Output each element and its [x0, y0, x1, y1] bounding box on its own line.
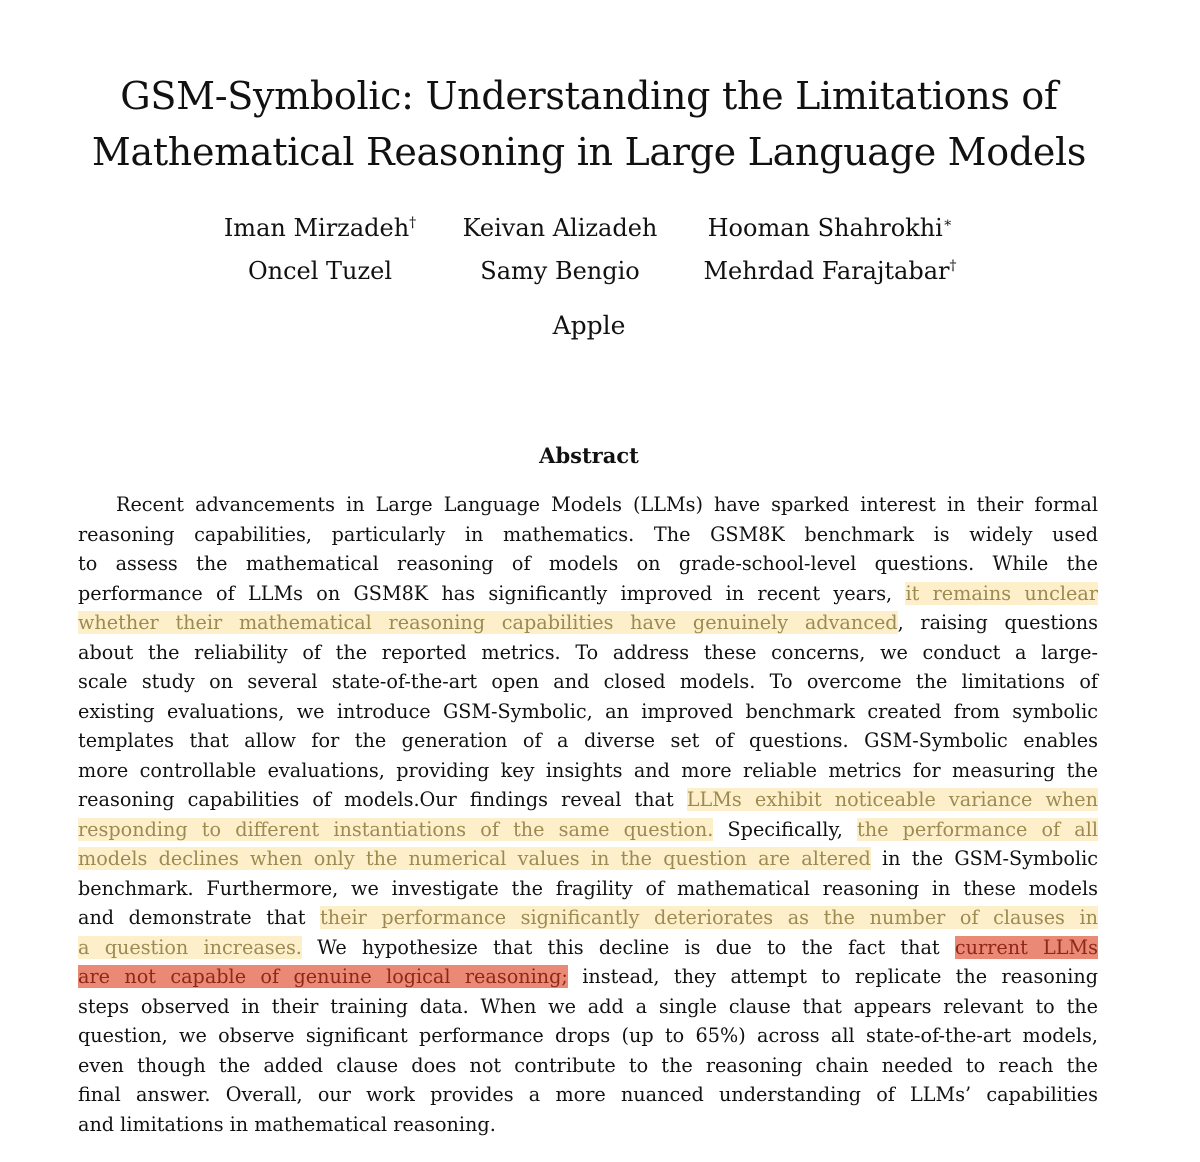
- abstract-line: [78, 667, 1098, 697]
- abstract-text: and limitations in mathematical reasoning.: [78, 1112, 496, 1136]
- abstract-text: performance of LLMs on GSM8K has significantly improved in recent years,: [78, 581, 906, 605]
- abstract-text: to assess the mathematical reasoning of models on grade-school-level questions. While the: [78, 552, 1098, 575]
- abstract-body: [78, 490, 1098, 1139]
- abstract-text: final answer. Overall, our work provides a more nuanced understanding of LLMs’ capabilities: [78, 1083, 1098, 1106]
- abstract-text: existing evaluations, we introduce GSM-Symbolic, an improved benchmark created from symbolic: [78, 699, 1098, 723]
- abstract-text: about the reliability of the reported metrics. To address these concerns, we conduct a large-: [78, 640, 1098, 664]
- author: Keivan Alizadeh: [462, 214, 658, 242]
- abstract-text: We hypothesize that this decline is due to the fact that: [301, 935, 955, 959]
- abstract-line: [78, 874, 1098, 904]
- author-list: [200, 204, 980, 290]
- abstract-line: [78, 962, 1098, 992]
- abstract-line: [78, 608, 1098, 638]
- highlight-yellow: it remains unclear: [905, 581, 1098, 605]
- abstract-text: benchmark. Furthermore, we investigate the fragility of mathematical reasoning in these models: [78, 876, 1098, 900]
- abstract-text: more controllable evaluations, providing key insights and more reliable metrics for measuring the: [78, 758, 1098, 782]
- abstract-text: Specifically,: [713, 817, 857, 841]
- abstract-text: reasoning capabilities of models.Our findings reveal that: [78, 788, 687, 811]
- abstract-line: [78, 579, 1098, 609]
- highlight-yellow: LLMs exhibit noticeable variance when: [686, 788, 1098, 811]
- paper-title: [0, 68, 1178, 180]
- abstract-text: and demonstrate that: [78, 906, 321, 929]
- abstract-line: [78, 638, 1098, 668]
- abstract-line: [78, 1051, 1098, 1081]
- author: Hooman Shahrokhi∗: [707, 214, 953, 242]
- highlight-yellow: a question increases.: [78, 935, 302, 959]
- abstract-line: [78, 490, 1098, 520]
- affiliation: Apple: [552, 311, 626, 340]
- abstract-line: [78, 726, 1098, 756]
- abstract-line: [78, 815, 1098, 845]
- title-line-2: Mathematical Reasoning in Large Language Models: [91, 130, 1087, 174]
- highlight-red: are not capable of genuine logical reasoning;: [78, 965, 568, 988]
- abstract-line: [78, 903, 1098, 933]
- author: Samy Bengio: [480, 257, 640, 285]
- abstract-text: question, we observe significant performance drops (up to 65%) across all state-of-the-art models,: [78, 1024, 1098, 1047]
- abstract-text: scale study on several state-of-the-art open and closed models. To overcome the limitations of: [78, 670, 1098, 693]
- abstract-line: [78, 1080, 1098, 1110]
- abstract-text: templates that allow for the generation of a diverse set of questions. GSM-Symbolic enables: [78, 729, 1098, 752]
- author: Oncel Tuzel: [247, 257, 393, 285]
- highlight-red: current LLMs: [954, 935, 1099, 959]
- highlight-yellow: whether their mathematical reasoning capabilities have genuinely advanced: [78, 611, 898, 634]
- abstract-line: [78, 756, 1098, 786]
- highlight-yellow: their performance significantly deteriorates as the number of clauses in: [320, 906, 1098, 929]
- abstract-line: [78, 844, 1098, 874]
- abstract-text: , raising questions: [897, 611, 1098, 634]
- title-line-1: GSM-Symbolic: Understanding the Limitations of: [120, 74, 1058, 118]
- highlight-yellow: responding to different instantiations of the same question.: [78, 817, 714, 841]
- abstract-text: steps observed in their training data. When we add a single clause that appears relevant to the: [78, 994, 1098, 1018]
- abstract-line: [78, 933, 1098, 963]
- abstract-line: [78, 1021, 1098, 1051]
- abstract-text: instead, they attempt to replicate the reasoning: [567, 965, 1098, 988]
- highlight-yellow: the performance of all: [857, 817, 1098, 841]
- author: Mehrdad Farajtabar†: [703, 257, 957, 285]
- author: Iman Mirzadeh†: [223, 214, 417, 242]
- abstract-line: [78, 520, 1098, 550]
- abstract-line: [78, 785, 1098, 815]
- abstract-text: Recent advancements in Large Language Models (LLMs) have sparked interest in their formal: [116, 493, 1098, 516]
- abstract-text: in the GSM-Symbolic: [870, 847, 1098, 870]
- abstract-line: [78, 697, 1098, 727]
- abstract-text: even though the added clause does not contribute to the reasoning chain needed to reach the: [78, 1053, 1098, 1077]
- abstract-heading: Abstract: [539, 443, 639, 468]
- abstract-line: [78, 992, 1098, 1022]
- highlight-yellow: models declines when only the numerical values in the question are altered: [78, 847, 871, 870]
- abstract-line: [78, 1110, 1098, 1140]
- abstract-line: [78, 549, 1098, 579]
- abstract-text: reasoning capabilities, particularly in mathematics. The GSM8K benchmark is widely used: [78, 522, 1098, 546]
